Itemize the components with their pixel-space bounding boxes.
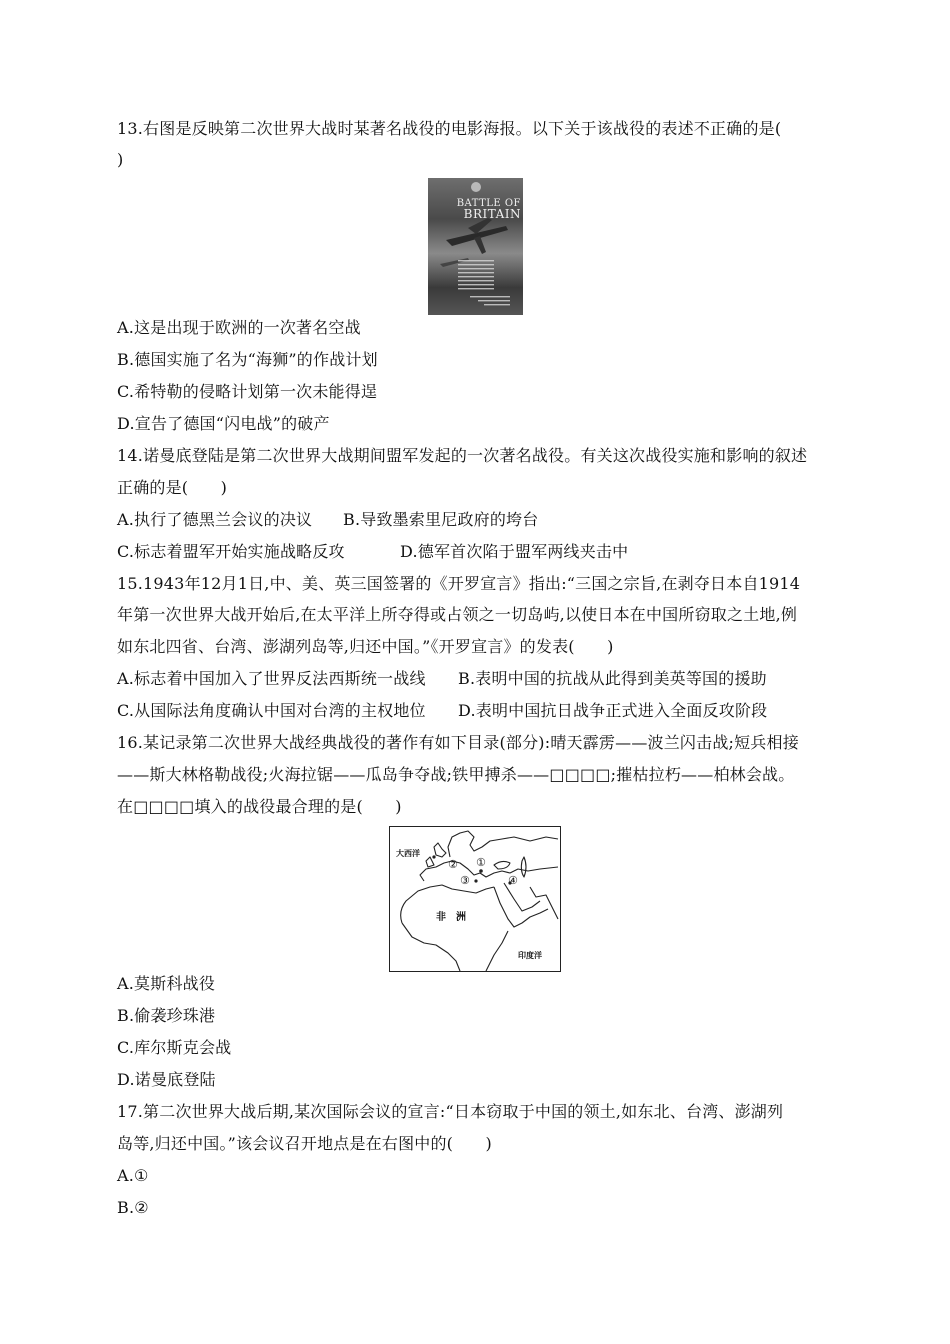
poster-title-line2: BRITAIN [463,207,521,221]
africa-label: 非 洲 [436,912,466,923]
q13-option-c: C.希特勒的侵略计划第一次未能得逞 [117,382,378,401]
q17-option-b: B.② [117,1198,149,1217]
q16-option-d: D.诺曼底登陆 [117,1070,216,1089]
europe-africa-map [389,826,561,972]
q13-option-a: A.这是出现于欧洲的一次著名空战 [117,318,361,337]
marker-3: ③ [460,874,470,887]
indian-ocean-label: 印度洋 [518,951,542,960]
q16-option-c: C.库尔斯克会战 [117,1038,232,1057]
atlantic-label: 大西洋 [396,849,420,858]
q16-stem-line3: 在□□□□填入的战役最合理的是( ) [117,797,402,816]
q13-option-d: D.宣告了德国“闪电战”的破产 [117,414,330,433]
q15-option-d: D.表明中国抗日战争正式进入全面反攻阶段 [458,701,768,720]
q13-stem-line2: ) [117,150,124,169]
q17-stem-line1: 17.第二次世界大战后期,某次国际会议的宣言:“日本窃取于中国的领土,如东北、台湾、澎湖列 [117,1102,784,1121]
q15-stem-line2: 年第一次世界大战开始后,在太平洋上所夺得或占领之一切岛屿,以使日本在中国所窃取之土地,例 [117,605,798,624]
q14-stem-line2: 正确的是( ) [117,478,228,497]
q14-option-d: D.德军首次陷于盟军两线夹击中 [400,542,629,561]
marker-1: ① [476,856,486,869]
q17-stem-line2: 岛等,归还中国。”该会议召开地点是在右图中的( ) [117,1134,492,1153]
q14-stem-line1: 14.诺曼底登陆是第二次世界大战期间盟军发起的一次著名战役。有关这次战役实施和影响的叙述 [117,446,808,465]
q15-stem-line1: 15.1943年12月1日,中、美、英三国签署的《开罗宣言》指出:“三国之宗旨,在剥夺日本自1914 [117,574,801,593]
q15-option-b: B.表明中国的抗战从此得到美英等国的援助 [458,669,767,688]
q14-option-a: A.执行了德黑兰会议的决议 [117,510,313,529]
battle-of-britain-poster [428,178,523,315]
q16-option-b: B.偷袭珍珠港 [117,1006,216,1025]
q16-stem-line1: 16.某记录第二次世界大战经典战役的著作有如下目录(部分):晴天霹雳——波兰闪击战;短兵相接 [117,733,799,752]
q15-stem-line3: 如东北四省、台湾、澎湖列岛等,归还中国。”《开罗宣言》的发表( ) [117,637,614,656]
marker-4: ④ [508,874,518,887]
q17-option-a: A.① [117,1166,149,1185]
q14-option-c: C.标志着盟军开始实施战略反攻 [117,542,345,561]
q14-option-b: B.导致墨索里尼政府的垮台 [343,510,539,529]
q15-option-a: A.标志着中国加入了世界反法西斯统一战线 [117,669,426,688]
q16-stem-line2: ——斯大林格勒战役;火海拉锯——瓜岛争夺战;铁甲搏杀——□□□□;摧枯拉朽——柏林会战。 [117,765,795,784]
q15-option-c: C.从国际法角度确认中国对台湾的主权地位 [117,701,426,720]
poster-title-line1: BATTLE OF [456,198,521,209]
q13-stem-line1: 13.右图是反映第二次世界大战时某著名战役的电影海报。以下关于该战役的表述不正确的是( [117,119,782,138]
marker-2: ② [448,858,458,871]
q13-option-b: B.德国实施了名为“海狮”的作战计划 [117,350,378,369]
q16-option-a: A.莫斯科战役 [117,974,216,993]
